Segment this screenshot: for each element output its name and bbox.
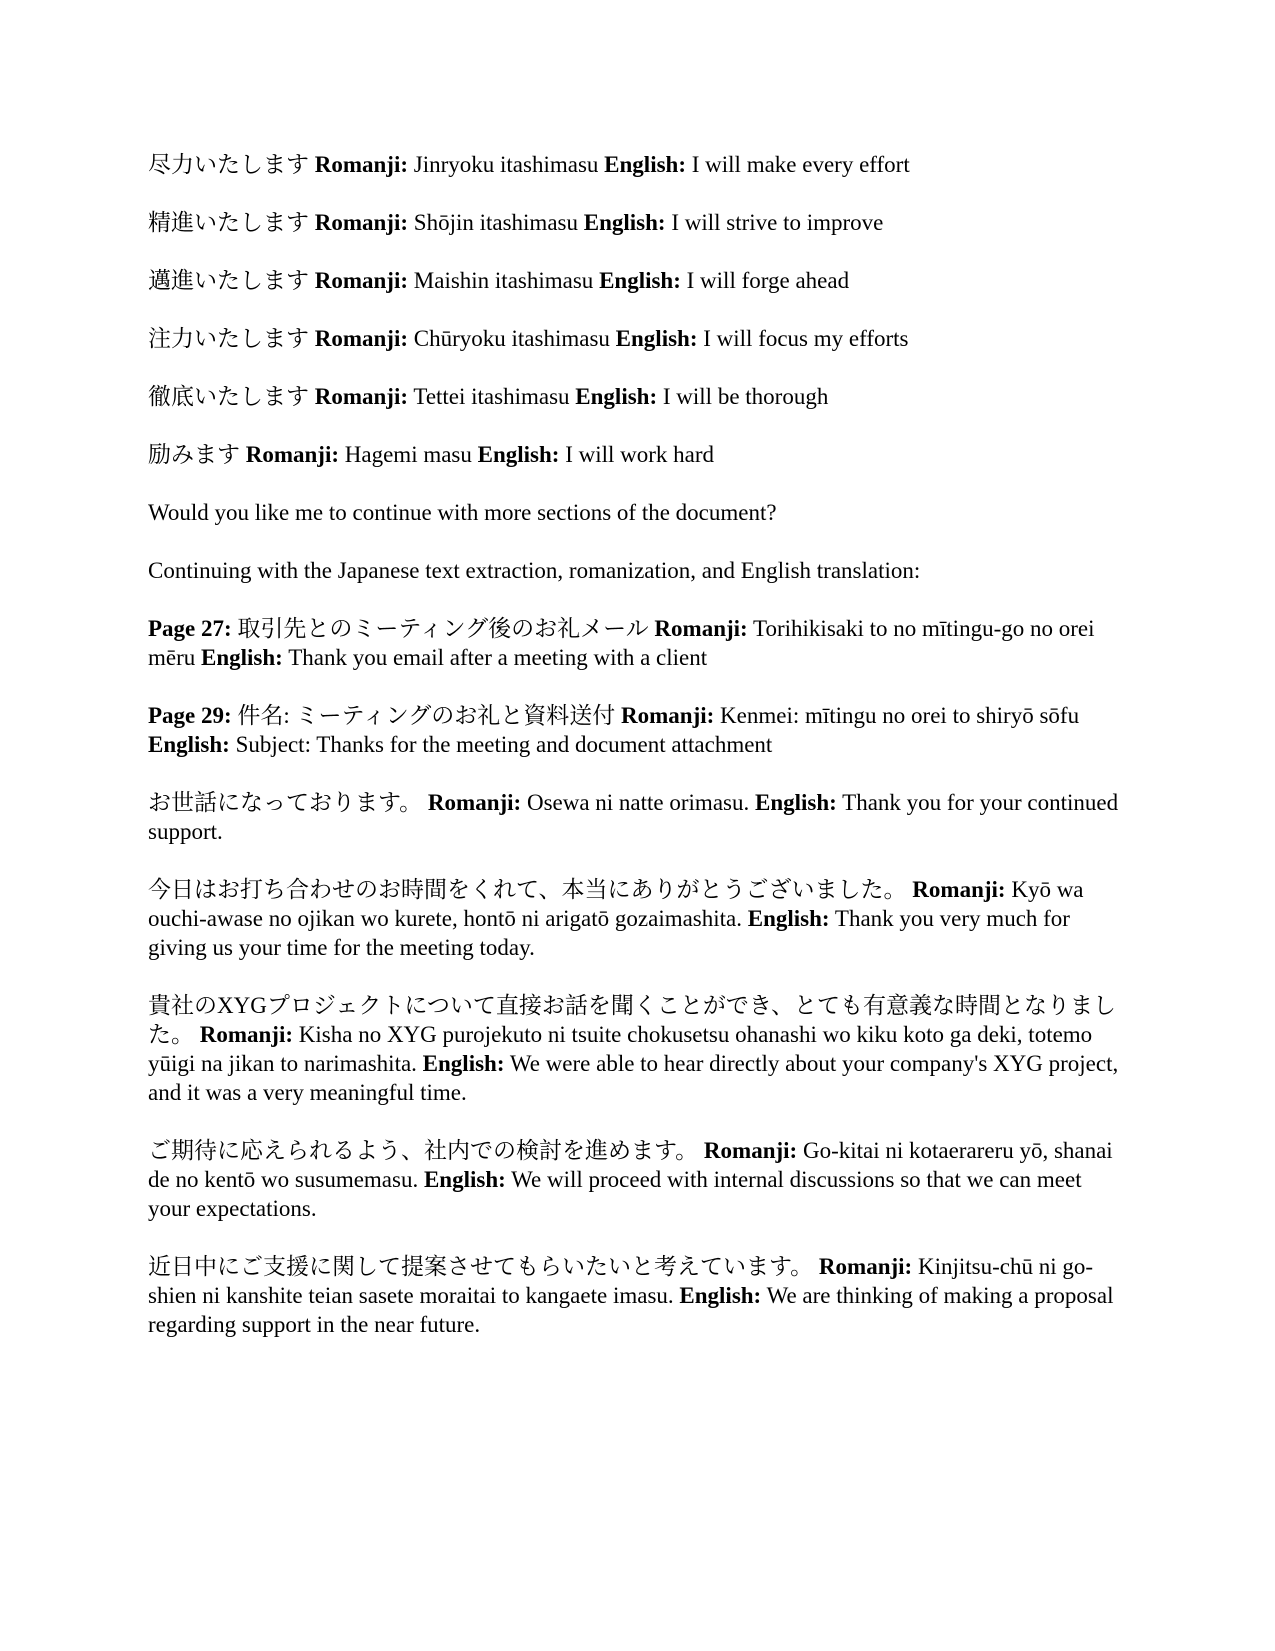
english-text: Thank you email after a meeting with a client bbox=[288, 645, 708, 670]
japanese-text: 近日中にご支援に関して提案させてもらいたいと考えています。 bbox=[148, 1254, 814, 1279]
romanji-text: Chūryoku itashimasu bbox=[413, 326, 610, 351]
japanese-text: 邁進いたします bbox=[148, 268, 309, 293]
romanji-label: Romanji: bbox=[427, 790, 522, 815]
romanji-label: Romanji: bbox=[245, 442, 340, 467]
romanji-text: Jinryoku itashimasu bbox=[413, 152, 599, 177]
sentence-paragraph bbox=[148, 1252, 1123, 1339]
romanji-label: Romanji: bbox=[314, 268, 409, 293]
english-label: English: bbox=[754, 790, 837, 815]
page-paragraph bbox=[148, 614, 1123, 672]
romanji-label: Romanji: bbox=[621, 703, 715, 728]
sentence-paragraph bbox=[148, 1136, 1123, 1223]
japanese-text: ご期待に応えられるよう、社内での検討を進めます。 bbox=[148, 1138, 699, 1163]
english-label: English: bbox=[423, 1167, 506, 1192]
english-label: English: bbox=[201, 645, 283, 670]
english-text: We were able to hear directly about your company's XYG project, and it was a very meaningful time. bbox=[148, 1051, 1119, 1105]
romanji-label: Romanji: bbox=[314, 326, 409, 351]
romanji-label: Romanji: bbox=[314, 210, 409, 235]
english-text: I will work hard bbox=[565, 442, 715, 467]
sentence-paragraph bbox=[148, 788, 1123, 846]
romanji-text: Torihikisaki to no mītingu-go no orei mēru bbox=[148, 616, 1095, 670]
phrase-paragraph bbox=[148, 208, 1123, 237]
english-label: English: bbox=[604, 152, 686, 177]
question-paragraph: Would you like me to continue with more sections of the document? bbox=[148, 500, 777, 525]
japanese-text: 励みます bbox=[148, 442, 240, 467]
page-label: Page 29: bbox=[148, 703, 232, 728]
romanji-text: Hagemi masu bbox=[344, 442, 472, 467]
japanese-text: 精進いたします bbox=[148, 210, 309, 235]
sentence-paragraph bbox=[148, 875, 1123, 962]
romanji-label: Romanji: bbox=[314, 384, 409, 409]
romanji-label: Romanji: bbox=[654, 616, 748, 641]
english-text: I will focus my efforts bbox=[703, 326, 909, 351]
document-body bbox=[148, 150, 1123, 1368]
phrase-paragraph bbox=[148, 266, 1123, 295]
romanji-text: Kinjitsu-chū ni go-shien ni kanshite teian sasete moraitai to kangaete imasu. bbox=[148, 1254, 1093, 1308]
english-text: I will be thorough bbox=[662, 384, 829, 409]
romanji-label: Romanji: bbox=[703, 1138, 798, 1163]
english-label: English: bbox=[747, 906, 830, 931]
phrase-paragraph bbox=[148, 440, 1123, 469]
phrase-paragraph bbox=[148, 324, 1123, 353]
english-label: English: bbox=[148, 732, 230, 757]
english-text: Thank you very much for giving us your time for the meeting today. bbox=[148, 906, 1070, 960]
japanese-text: お世話になっております。 bbox=[148, 790, 423, 815]
english-text: We will proceed with internal discussions so that we can meet your expectations. bbox=[148, 1167, 1082, 1221]
romanji-text: Tettei itashimasu bbox=[413, 384, 570, 409]
english-text: I will make every effort bbox=[691, 152, 910, 177]
japanese-text: 貴社のXYGプロジェクトについて直接お話を聞くことができ、とても有意義な時間となりました。 bbox=[148, 993, 1116, 1047]
romanji-label: Romanji: bbox=[314, 152, 409, 177]
romanji-text: Kyō wa ouchi-awase no ojikan wo kurete, hontō ni arigatō gozaimashita. bbox=[148, 877, 1084, 931]
english-text: Subject: Thanks for the meeting and document attachment bbox=[235, 732, 773, 757]
romanji-text: Kisha no XYG purojekuto ni tsuite chokusetsu ohanashi wo kiku koto ga deki, totemo yūigi na jikan to narimashita. bbox=[148, 1022, 1093, 1076]
japanese-text: 今日はお打ち合わせのお時間をくれて、本当にありがとうございました。 bbox=[148, 877, 907, 902]
english-text: We are thinking of making a proposal regarding support in the near future. bbox=[148, 1283, 1114, 1337]
english-label: English: bbox=[599, 268, 681, 293]
page-label: Page 27: bbox=[148, 616, 232, 641]
english-label: English: bbox=[575, 384, 658, 409]
english-text: I will forge ahead bbox=[686, 268, 850, 293]
romanji-text: Maishin itashimasu bbox=[413, 268, 594, 293]
japanese-text: 徹底いたします bbox=[148, 384, 309, 409]
english-label: English: bbox=[615, 326, 698, 351]
english-label: English: bbox=[477, 442, 560, 467]
romanji-text: Kenmei: mītingu no orei to shiryō sōfu bbox=[720, 703, 1080, 728]
continuing-paragraph: Continuing with the Japanese text extraction, romanization, and English translation: bbox=[148, 558, 921, 583]
sentence-paragraph bbox=[148, 991, 1123, 1107]
romanji-label: Romanji: bbox=[818, 1254, 913, 1279]
romanji-text: Go-kitai ni kotaerareru yō, shanai de no kentō wo susumemasu. bbox=[148, 1138, 1113, 1192]
japanese-text: 尽力いたします bbox=[148, 152, 309, 177]
romanji-label: Romanji: bbox=[912, 877, 1006, 902]
page-paragraph bbox=[148, 701, 1123, 759]
english-label: English: bbox=[422, 1051, 505, 1076]
english-text: I will strive to improve bbox=[671, 210, 884, 235]
english-text: Thank you for your continued support. bbox=[148, 790, 1119, 844]
romanji-text: Shōjin itashimasu bbox=[413, 210, 578, 235]
phrase-paragraph bbox=[148, 150, 1123, 179]
romanji-label: Romanji: bbox=[199, 1022, 294, 1047]
japanese-text: 取引先とのミーティング後のお礼メール bbox=[237, 616, 649, 641]
japanese-text: 件名: ミーティングのお礼と資料送付 bbox=[237, 703, 616, 728]
english-label: English: bbox=[679, 1283, 762, 1308]
romanji-text: Osewa ni natte orimasu. bbox=[526, 790, 750, 815]
japanese-text: 注力いたします bbox=[148, 326, 309, 351]
english-label: English: bbox=[583, 210, 666, 235]
phrase-paragraph bbox=[148, 382, 1123, 411]
